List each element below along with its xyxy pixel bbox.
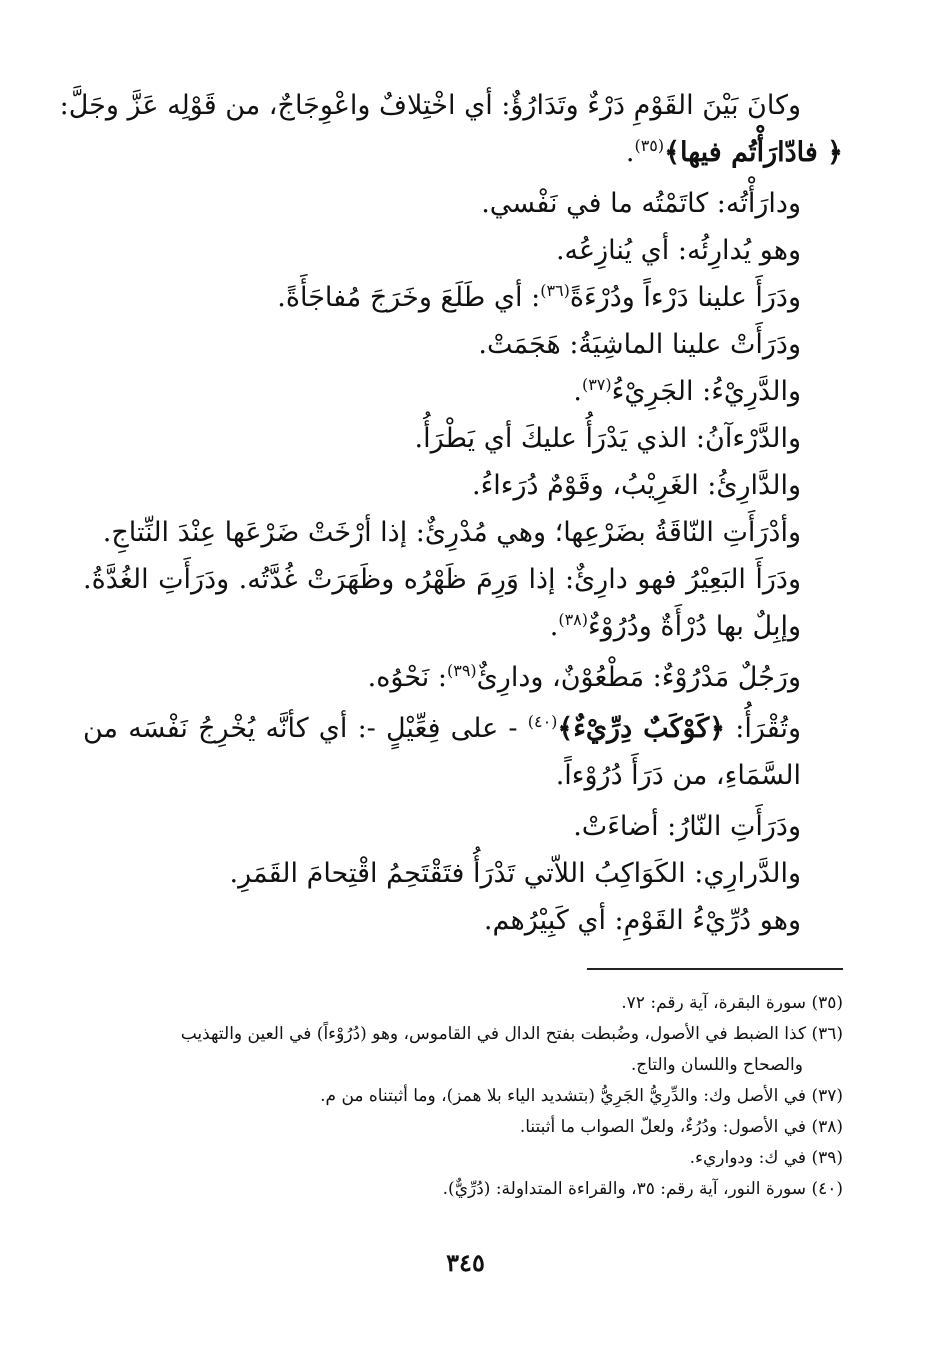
entry-text: ودَرَأَ علينا دَرْءاً ودُرْءَةً bbox=[569, 282, 801, 313]
entry-text: وكانَ بَيْنَ القَوْمِ دَرْءٌ وتَدَارُؤٌ: أي اخْتِلافٌ واعْوِجَاجٌ، من قَوْلِه عَزَّ وجَلَّ: bbox=[59, 90, 801, 121]
footnote-36: (٣٦) كذا الضبط في الأصول، وضُبطت بفتح الدال في القاموس، وهو (دُرُوْءاً) في العين والتهذيب bbox=[180, 1024, 843, 1044]
entry-durriu-alqawm bbox=[83, 897, 843, 944]
entry-madrou bbox=[83, 654, 843, 701]
footnote-separator bbox=[587, 968, 843, 970]
footnote-ref-39: (٣٩) bbox=[446, 661, 477, 680]
entry-text: . bbox=[549, 611, 559, 642]
entry-darra bbox=[59, 82, 843, 129]
entry-text: وأدْرَأَتِ النّاقَةُ بضَرْعِها؛ وهي مُدْرِئٌ: إذا أرْخَتْ ضَرْعَها عِنْدَ النِّتاجِ. bbox=[102, 517, 801, 548]
entry-text: : أي طَلَعَ وخَرَجَ مُفاجَأَةً. bbox=[277, 282, 541, 313]
quran-quote: ﴿ فادّارَأْتُم فيها﴾ bbox=[664, 137, 843, 168]
entry-yudariuhu bbox=[83, 227, 843, 274]
entry-adraat bbox=[83, 509, 843, 556]
footnote-36-continuation: والصحاح واللسان والتاج. bbox=[630, 1055, 803, 1075]
footnote-ref-35: (٣٥) bbox=[634, 136, 665, 155]
entry-text: ودارَأْتُه: كاتَمْتُه ما في نَفْسي. bbox=[481, 188, 801, 219]
entry-dariy bbox=[83, 368, 843, 415]
entry-text: والدَّرْءآنُ: الذي يَدْرَأُ عليكَ أي يَطْرَأُ. bbox=[414, 423, 801, 454]
footnote-35: (٣٥) سورة البقرة، آية رقم: ٧٢. bbox=[621, 993, 843, 1013]
entry-text: - على فِعِّيْلٍ -: أي كأنَّه يُخْرِجُ نَفْسَه من السَّمَاءِ، من دَرَأَ دُرُوْءاً. bbox=[83, 713, 801, 791]
entry-text: : نَحْوُه. bbox=[367, 662, 447, 693]
entry-kawkab-durri bbox=[83, 705, 843, 799]
entry-text: والدَّرِيْءُ: الجَرِيْءُ bbox=[611, 376, 801, 407]
entry-text: . bbox=[625, 137, 635, 168]
entry-text: ودَرَأَ البَعِيْرُ فهو دارِئٌ: إذا وَرِمَ ظَهْرُه وظَهَرَتْ غُدَّتُه. ودَرَأَتِ الغُدَّةُ. وإبِلٌ بها دُرْأَةٌ ودُرُوْءٌ bbox=[83, 564, 801, 642]
entry-text: . bbox=[573, 376, 582, 407]
entry-text: والدَّرارِي: الكَوَاكِبُ اللاّتي تَدْرَأُ فتَقْتَحِمُ اقْتِحامَ القَمَرِ. bbox=[229, 858, 801, 889]
entry-dar-aan bbox=[83, 415, 843, 462]
quran-quote: ﴿كَوْكَبٌ دِرِّيْءٌ﴾ bbox=[557, 713, 726, 744]
entry-darari bbox=[83, 850, 843, 897]
footnote-37: (٣٧) في الأصل وك: والدِّرِيُّ الجَرِيُّ (بتشديد الياء بلا همز)، وما أثبتناه من م. bbox=[320, 1086, 843, 1106]
entry-text: والدَّارِئُ: الغَرِيْبُ، وقَوْمٌ دُرَءاءُ. bbox=[472, 470, 801, 501]
entry-dara-alayna bbox=[83, 274, 843, 321]
entry-daraat-alnar bbox=[83, 803, 843, 850]
entry-darra-continuation bbox=[83, 129, 843, 176]
footnote-ref-40: (٤٠) bbox=[527, 712, 558, 731]
entry-text: وهو يُدارِئُه: أي يُنازِعُه. bbox=[555, 235, 801, 266]
footnote-ref-38: (٣٨) bbox=[558, 610, 589, 629]
main-text bbox=[59, 82, 843, 944]
footnote-38: (٣٨) في الأصول: ودُرُءٌ، ولعلّ الصواب ما أثبتنا. bbox=[519, 1117, 843, 1137]
footnote-ref-37: (٣٧) bbox=[581, 375, 612, 394]
footnotes bbox=[83, 988, 843, 1205]
footnote-40: (٤٠) سورة النور، آية رقم: ٣٥، والقراءة المتداولة: (دُرِّيٌّ). bbox=[442, 1179, 843, 1199]
entry-text: وتُقْرَأُ: bbox=[735, 713, 802, 744]
entry-dari bbox=[83, 462, 843, 509]
entry-daraa-albaeer bbox=[83, 556, 843, 650]
entry-text: ودَرَأَتِ النّارُ: أضاءَتْ. bbox=[573, 811, 801, 842]
entry-text: ورَجُلٌ مَدْرُوْءٌ: مَطْعُوْنٌ، ودارِئٌ bbox=[476, 662, 801, 693]
entry-text: ودَرَأَتْ علينا الماشِيَةُ: هَجَمَتْ. bbox=[478, 329, 801, 360]
footnote-ref-36: (٣٦) bbox=[540, 281, 570, 300]
page-number: ٣٤٥ bbox=[446, 1248, 485, 1277]
footnote-39: (٣٩) في ك: ودواريء. bbox=[689, 1148, 843, 1168]
entry-daratuhu bbox=[83, 180, 843, 227]
entry-mashiya bbox=[83, 321, 843, 368]
entry-text: وهو دُرِّيْءُ القَوْمِ: أي كَبِيْرُهم. bbox=[483, 905, 801, 936]
